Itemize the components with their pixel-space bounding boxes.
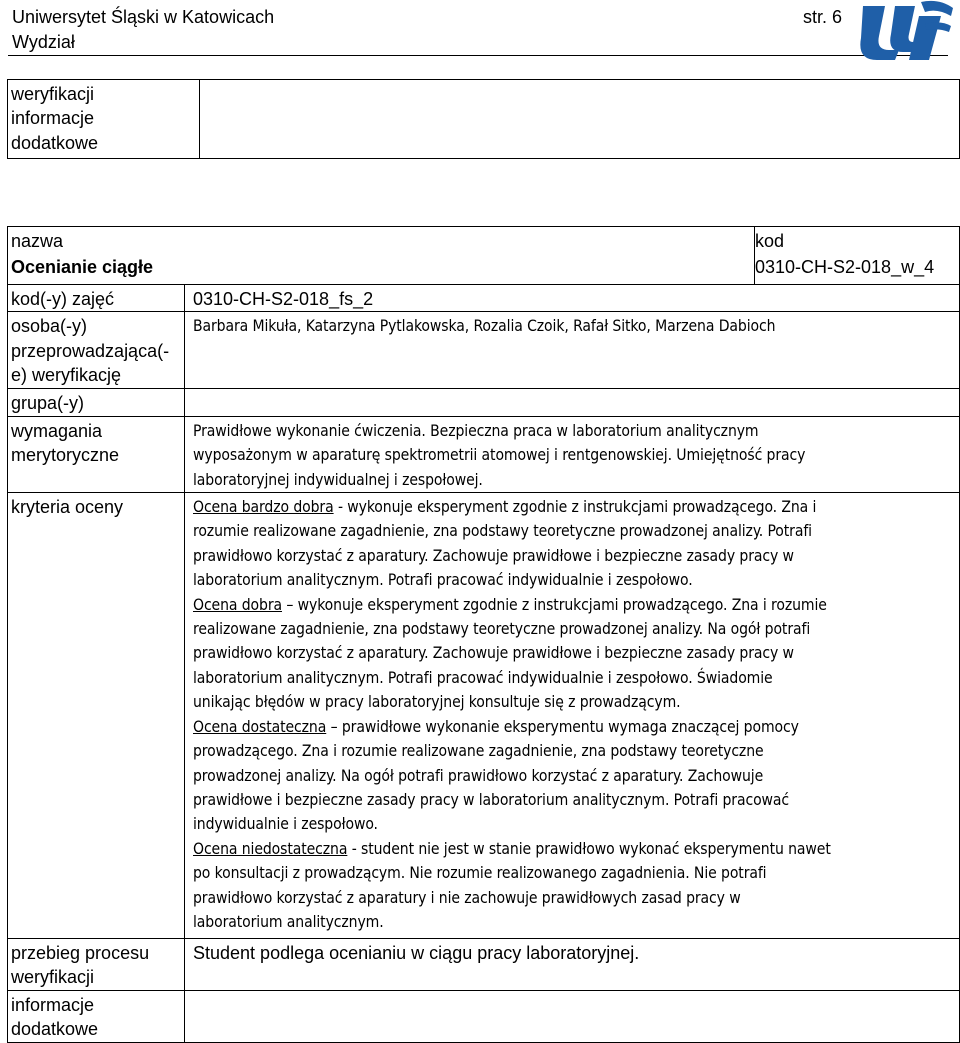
grade-label: Ocena niedostateczna	[193, 839, 348, 858]
verification-table	[7, 226, 960, 1043]
wymagania-value: Prawidłowe wykonanie ćwiczenia. Bezpieczna praca w laboratorium analitycznym wyposażonym w aparaturę spektrometrii atomowej i rentgenowskiej. Umiejętność pracy laboratoryjnej indywidualnej i zespołowej.	[185, 416, 960, 492]
informacje-label: informacje dodatkowe	[8, 990, 185, 1042]
page-number: str. 6	[803, 7, 843, 27]
osoby-label: osoba(-y) przeprowadzająca(- e) weryfikację	[8, 312, 185, 389]
top-table-label: weryfikacji informacje dodatkowe	[8, 80, 200, 159]
top-table-value	[200, 80, 960, 159]
grade-label: Ocena dostateczna	[193, 717, 327, 736]
nazwa-label: nazwa	[8, 227, 755, 255]
kod-zajec-value: 0310-CH-S2-018_fs_2	[185, 285, 960, 312]
grupa-value	[185, 389, 960, 416]
criterion-dobra: Ocena dobra – wykonuje eksperyment zgodnie z instrukcjami prowadzącego. Zna i rozumie realizowane zagadnienie, zna podstawy teoretyczne prowadzonej analizy. Na ogół potrafi prawidłowo korzystać z aparatury. Zachowuje prawidłowe i bezpieczne zasady pracy w laboratorium analitycznym. Potrafi pracować indywidualnie i zespołowo. Świadomie unikając błędów w pracy laboratoryjnej konsultuje się z prowadzącym.	[193, 595, 827, 712]
kod-zajec-label: kod(-y) zajęć	[8, 285, 185, 312]
grupa-label: grupa(-y)	[8, 389, 185, 416]
top-table	[7, 79, 960, 159]
kryteria-label: kryteria oceny	[8, 493, 185, 939]
przebieg-value: Student podlega ocenianiu w ciągu pracy laboratoryjnej.	[185, 939, 960, 991]
criterion-dostateczna: Ocena dostateczna – prawidłowe wykonanie eksperymentu wymaga znaczącej pomocy prowadzącego. Zna i rozumie realizowane zagadnienie, zna podstawy teoretyczne prowadzonej analizy. Na ogół potrafi prawidłowo korzystać z aparatury. Zachowuje prawidłowe i bezpieczne zasady pracy w laboratorium analitycznym. Potrafi pracować indywidualnie i zespołowo.	[193, 717, 799, 834]
przebieg-label: przebieg procesu weryfikacji	[8, 939, 185, 991]
header-rule	[8, 55, 948, 56]
faculty-name: Wydział	[12, 32, 75, 52]
osoby-value: Barbara Mikuła, Katarzyna Pytlakowska, Rozalia Czoik, Rafał Sitko, Marzena Dabioch	[185, 312, 960, 389]
grade-label: Ocena bardzo dobra	[193, 498, 334, 517]
criterion-bardzo-dobra: Ocena bardzo dobra - wykonuje eksperyment zgodnie z instrukcjami prowadzącego. Zna i rozumie realizowane zagadnienie, zna podstawy teoretyczne prowadzonej analizy. Potrafi prawidłowo korzystać z aparatury. Zachowuje prawidłowe i bezpieczne zasady pracy w laboratorium analitycznym. Potrafi pracować indywidualnie i zespołowo.	[193, 498, 817, 590]
university-logo-icon	[855, 0, 955, 62]
criterion-niedostateczna: Ocena niedostateczna - student nie jest w stanie prawidłowo wykonać eksperymentu nawet po konsultacji z prowadzącym. Nie rozumie realizowanego zagadnienia. Nie potrafi prawidłowo korzystać z aparatury i nie zachowuje prawidłowych zasad pracy w laboratorium analitycznym.	[193, 839, 831, 931]
informacje-value	[185, 990, 960, 1042]
kod-value: 0310-CH-S2-018_w_4	[755, 255, 960, 285]
verification-name: Ocenianie ciągłe	[8, 255, 755, 285]
kryteria-value	[185, 493, 960, 939]
university-name: Uniwersytet Śląski w Katowicach	[12, 7, 275, 27]
grade-label: Ocena dobra	[193, 595, 282, 614]
wymagania-label: wymagania merytoryczne	[8, 416, 185, 492]
kod-label: kod	[755, 227, 960, 255]
